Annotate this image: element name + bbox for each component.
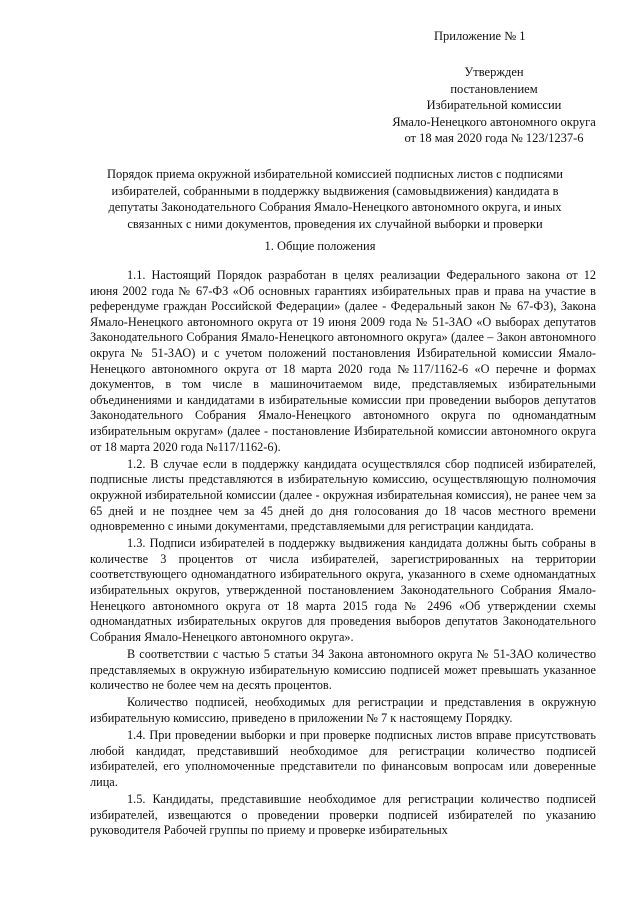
approval-block: [360, 64, 628, 147]
title-line: Порядок приема окружной избирательной комиссией подписных листов с подписями: [107, 167, 563, 181]
paragraph: 1.5. Кандидаты, представившие необходимое для регистрации количество подписей избирателей, извещаются о проведении проверки подписей избирателей по указанию руководителя Рабочей группы по приему и проверке избирательных: [90, 792, 596, 838]
paragraph: 1.2. В случае если в поддержку кандидата осуществлялся сбор подписей избирателей, подписные листы представляются в избирательную комиссию, осуществляющую полномочия окружной избирательной комиссии (далее - окружная избирательная комиссия), не ранее чем за 65 дней и не позднее чем за 45 дней до дня голосования до 18 часов местного времени одновременно с иными документами, представляемыми для регистрации кандидата.: [90, 456, 596, 534]
section-heading: 1. Общие положения: [264, 239, 376, 253]
approval-line: Ямало-Ненецкого автономного округа: [392, 114, 596, 129]
body-text: [90, 268, 596, 841]
paragraph: В соответствии с частью 5 статьи 34 Закона автономного округа № 51-ЗАО количество представляемых в окружную избирательную комиссию подписей может превышать указанное количество не более чем на десять процентов.: [90, 647, 596, 693]
title-line: избирателей, собранными в поддержку выдвижения (самовыдвижения) кандидата в: [111, 183, 559, 198]
title-line: депутаты Законодательного Собрания Ямало-Ненецкого автономного округа, и иных: [108, 200, 562, 215]
approval-line: от 18 мая 2020 года № 123/1237-6: [404, 131, 584, 146]
paragraph: Количество подписей, необходимых для регистрации и представления в окружную избирательную комиссию, приведено в приложении № 7 к настоящему Порядку.: [90, 695, 596, 725]
approval-line: постановлением: [450, 81, 538, 96]
appendix-number: Приложение № 1: [434, 29, 526, 43]
document-title: [70, 166, 600, 232]
approval-line: Утвержден: [464, 65, 524, 79]
paragraph: 1.1. Настоящий Порядок разработан в целях реализации Федерального закона от 12 июня 2002 года № 67-ФЗ «Об основных гарантиях избирательных прав и права на участие в референдуме граждан Российской Федерации» (далее - Федеральный закон № 67-ФЗ), Закона Ямало-Ненецкого автономного округа от 19 июня 2009 года № 51-ЗАО «О выборах депутатов Законодательного Собрания Ямало-Ненецкого автономного округа» (далее – Закон автономного округа № 51-ЗАО) и с учетом положений постановления Избирательной комиссии Ямало-Ненецкого автономного округа от 18 марта 2020 года №117/1162-6 «О перечне и формах документов, в том числе в машиночитаемом виде, представляемых избирательными объединениями и кандидатами в избирательные комиссии при проведении выборов депутатов Законодательного Собрания Ямало-Ненецкого автономного округа по одномандатным избирательным округам» (далее - постановление Избирательной комиссии автономного округа от 18 марта 2020 года №117/1162-6).: [90, 268, 596, 454]
paragraph: 1.4. При проведении выборки и при проверке подписных листов вправе присутствовать любой кандидат, представивший необходимое для регистрации количество подписей избирателей, его уполномоченные представители по финансовым вопросам или доверенные лица.: [90, 728, 596, 789]
approval-line: Избирательной комиссии: [426, 98, 562, 113]
title-line: связанных с ними документов, проведения их случайной выборки и проверки: [127, 216, 543, 231]
paragraph: 1.3. Подписи избирателей в поддержку выдвижения кандидата должны быть собраны в количестве 3 процентов от числа избирателей, зарегистрированных на территории соответствующего одномандатного избирательного округа, указанного в схеме одномандатных избирательных округов, утвержденной постановлением Законодательного Собрания Ямало-Ненецкого автономного округа от 18 марта 2015 года № 2496 «Об утверждении схемы одномандатных избирательных округов для проведения выборов депутатов Законодательного Собрания Ямало-Ненецкого автономного округа».: [90, 536, 596, 644]
